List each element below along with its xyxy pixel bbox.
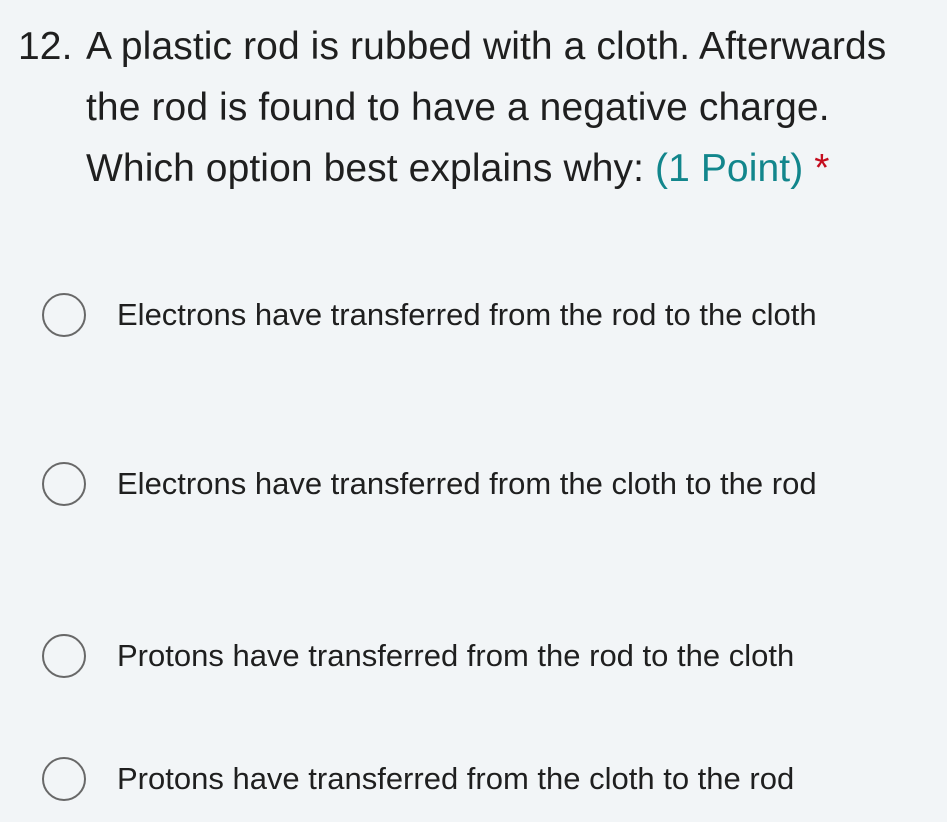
answer-option-label[interactable]: Electrons have transferred from the rod to the cloth xyxy=(117,297,817,332)
question-text-wrap xyxy=(86,16,933,199)
answer-option-2[interactable] xyxy=(42,453,922,514)
answer-option-4[interactable] xyxy=(42,748,922,809)
required-marker: * xyxy=(814,147,830,190)
answer-option-1[interactable] xyxy=(42,284,922,345)
answer-option-3[interactable] xyxy=(42,625,922,686)
radio-button-icon[interactable] xyxy=(42,757,86,801)
radio-button-icon[interactable] xyxy=(42,634,86,678)
question-text: A plastic rod is rubbed with a cloth. Afterwards the rod is found to have a negative charge. Which option best explains why: xyxy=(86,25,887,190)
question-points: (1 Point) xyxy=(655,147,804,190)
radio-button-icon[interactable] xyxy=(42,462,86,506)
question-block xyxy=(18,16,933,199)
radio-button-icon[interactable] xyxy=(42,293,86,337)
answer-option-label[interactable]: Electrons have transferred from the cloth to the rod xyxy=(117,466,817,501)
answer-option-label[interactable]: Protons have transferred from the rod to the cloth xyxy=(117,638,795,673)
question-number: 12. xyxy=(18,25,73,68)
answer-option-label[interactable]: Protons have transferred from the cloth to the rod xyxy=(117,761,795,796)
